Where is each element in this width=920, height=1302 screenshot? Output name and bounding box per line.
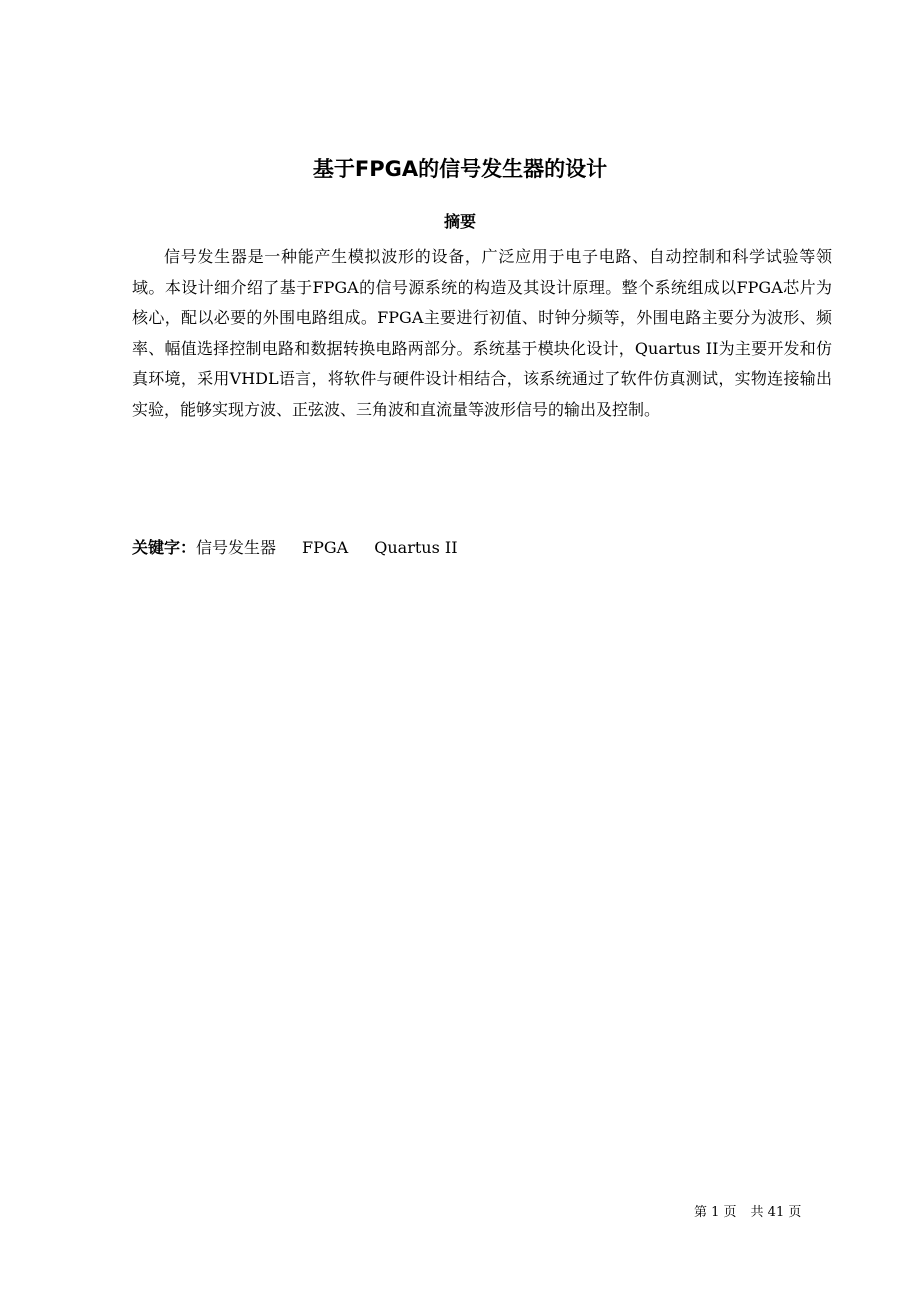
document-title: 基于FPGA的信号发生器的设计 [312,157,608,181]
keywords-line [132,533,832,563]
keyword-item: 信号发生器 [196,538,277,557]
page-number-current: 第 1 页 [694,1205,737,1220]
page-number-total: 共 41 页 [750,1205,802,1220]
abstract-body: 信号发生器是一种能产生模拟波形的设备，广泛应用于电子电路、自动控制和科学试验等领域。本设计细介绍了基于FPGA的信号源系统的构造及其设计原理。整个系统组成以FPGA芯片为核心，配以必要的外围电路组成。FPGA主要进行初值、时钟分频等，外围电路主要分为波形、频率、幅值选择控制电路和数据转换电路两部分。系统基于模块化设计，Quartus II为主要开发和仿真环境，采用VHDL语言，将软件与硬件设计相结合，该系统通过了软件仿真测试，实物连接输出实验，能够实现方波、正弦波、三角波和直流量等波形信号的输出及控制。 [132,247,832,419]
keywords-label: 关键字： [132,538,197,557]
keyword-item: FPGA [302,538,349,557]
abstract-heading: 摘要 [443,212,476,231]
keyword-item: Quartus II [374,538,458,557]
page-footer [694,1203,801,1223]
